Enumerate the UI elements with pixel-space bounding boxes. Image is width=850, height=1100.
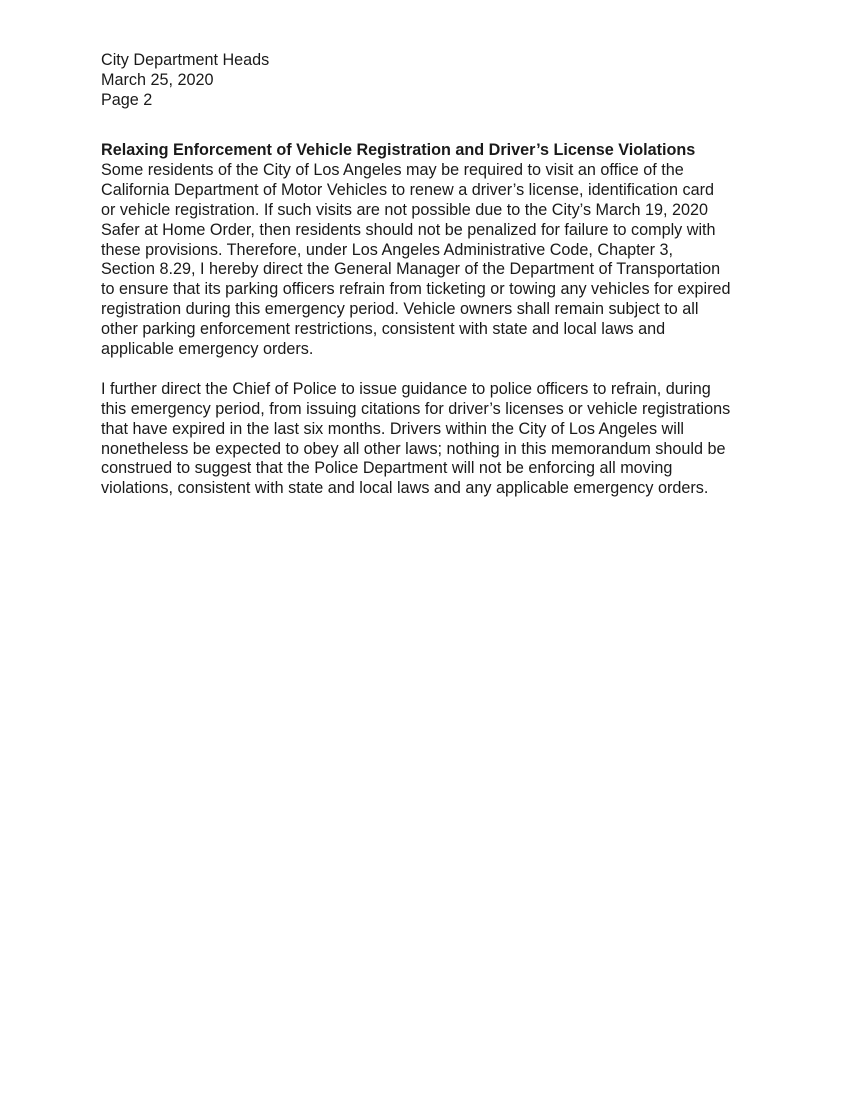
paragraph-line: registration during this emergency period. Vehicle owners shall remain subject to all xyxy=(101,300,699,319)
paragraph-line: Safer at Home Order, then residents should not be penalized for failure to comply with xyxy=(101,220,716,239)
section-heading: Relaxing Enforcement of Vehicle Registration and Driver’s License Violations xyxy=(101,141,696,159)
paragraph-line: to ensure that its parking officers refrain from ticketing or towing any vehicles for expired xyxy=(101,280,731,299)
paragraph-line: these provisions. Therefore, under Los Angeles Administrative Code, Chapter 3, xyxy=(101,240,673,259)
paragraph-line: this emergency period, from issuing citations for driver’s licenses or vehicle registrations xyxy=(101,399,731,418)
paragraph-line: violations, consistent with state and local laws and any applicable emergency orders. xyxy=(101,479,709,498)
paragraph-line: other parking enforcement restrictions, consistent with state and local laws and xyxy=(101,320,666,339)
paragraph-line: I further direct the Chief of Police to issue guidance to police officers to refrain, during xyxy=(101,379,711,398)
paragraph-spacer xyxy=(101,360,761,380)
paragraph-line: California Department of Motor Vehicles to renew a driver’s license, identification card xyxy=(101,180,715,199)
paragraph-line: Some residents of the City of Los Angeles may be required to visit an office of the xyxy=(101,160,684,179)
paragraph-2 xyxy=(101,380,761,499)
date-line: March 25, 2020 xyxy=(101,70,214,89)
paragraph-line: that have expired in the last six months. Drivers within the City of Los Angeles will xyxy=(101,419,685,438)
recipient-line: City Department Heads xyxy=(101,51,270,69)
paragraph-line: nonetheless be expected to obey all other laws; nothing in this memorandum should be xyxy=(101,439,726,458)
paragraph-line: Section 8.29, I hereby direct the General Manager of the Department of Transportation xyxy=(101,260,721,279)
paragraph-line: or vehicle registration. If such visits are not possible due to the City’s March 19, 2020 xyxy=(101,200,709,219)
paragraph-1 xyxy=(101,161,761,360)
page-number: Page 2 xyxy=(101,90,153,109)
memo-section xyxy=(101,141,761,499)
paragraph-line: construed to suggest that the Police Department will not be enforcing all moving xyxy=(101,459,673,478)
paragraph-line: applicable emergency orders. xyxy=(101,340,314,359)
memo-header xyxy=(101,51,761,111)
